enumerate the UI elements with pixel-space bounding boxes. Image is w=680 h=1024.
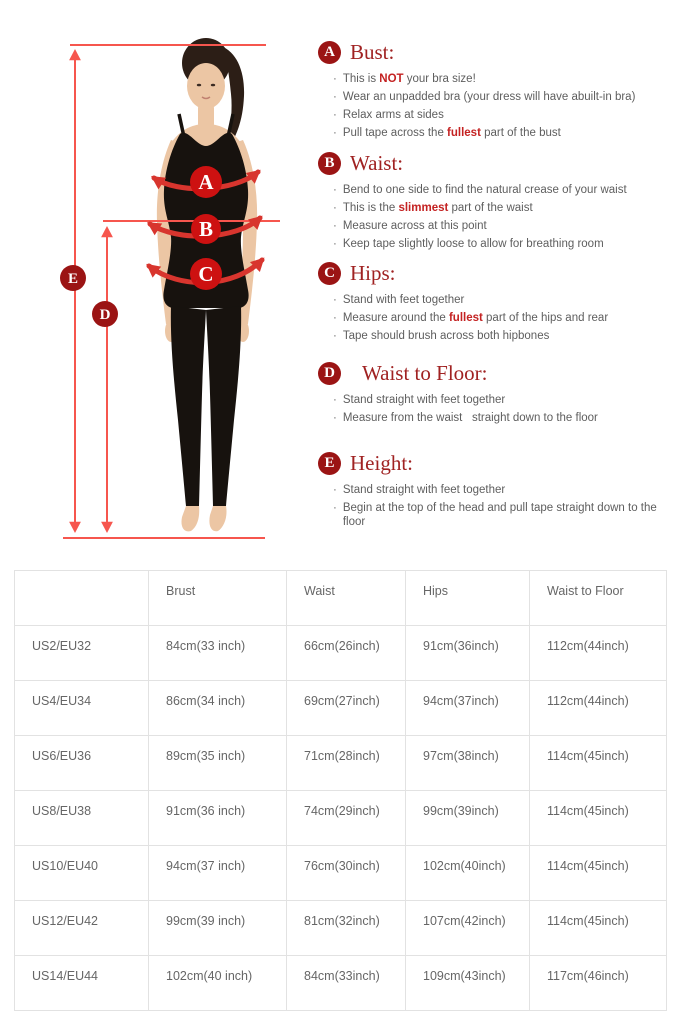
column-header-waist-to-floor: Waist to Floor [530, 571, 667, 626]
section-bullets [333, 483, 668, 529]
right-eye [211, 84, 215, 87]
column-header-waist: Waist [287, 571, 406, 626]
bullet-item [333, 311, 668, 325]
measurement-cell: 74cm(29inch) [287, 791, 406, 846]
bullet-dot: · [333, 73, 337, 85]
bullet-dot: · [333, 412, 337, 424]
section-bullets [333, 183, 668, 251]
measurement-cell: 76cm(30inch) [287, 846, 406, 901]
size-label-cell: US4/EU34 [15, 681, 149, 736]
waist-marker-label: B [198, 217, 214, 241]
measurement-section-c [318, 261, 668, 347]
bullet-text [343, 293, 464, 307]
waist-to-floor-badge-label: D [99, 307, 111, 323]
size-table-body [15, 626, 667, 1011]
bullet-dot: · [333, 91, 337, 103]
bullet-text [343, 108, 444, 122]
measurement-cell: 114cm(45inch) [530, 901, 667, 956]
measurement-cell: 94cm(37 inch) [149, 846, 287, 901]
bullet-text [343, 329, 550, 343]
text-run: This is the [342, 202, 399, 214]
bullet-item [333, 293, 668, 307]
measurement-cell: 89cm(35 inch) [149, 736, 287, 791]
text-run: Tape should brush across both hipbones [342, 330, 550, 342]
measurement-cell: 91cm(36 inch) [149, 791, 287, 846]
table-row [15, 956, 667, 1011]
bullet-text [343, 393, 505, 407]
bullet-item [333, 411, 668, 425]
bullet-item [333, 393, 668, 407]
measurement-cell: 114cm(45inch) [530, 736, 667, 791]
bullet-dot: · [333, 330, 337, 342]
measurement-section-e [318, 451, 668, 533]
emphasis-text: fullest [448, 312, 483, 324]
text-run: Measure from the waist straight down to the floor [342, 412, 598, 424]
text-run: Stand straight with feet together [342, 484, 506, 496]
bullet-item [333, 201, 668, 215]
bullet-text [343, 183, 627, 197]
table-row [15, 846, 667, 901]
section-heading [318, 40, 668, 65]
table-row [15, 626, 667, 681]
table-row [15, 791, 667, 846]
measurement-cell: 109cm(43inch) [406, 956, 530, 1011]
table-row [15, 736, 667, 791]
letter-badge: D [318, 362, 341, 385]
text-run: Wear an unpadded bra (your dress will have abuilt-in bra) [342, 91, 636, 103]
bullet-text [343, 237, 604, 251]
bullet-dot: · [333, 502, 337, 514]
emphasis-text: fullest [447, 127, 481, 139]
text-run: This is [342, 73, 380, 85]
measurement-cell: 84cm(33 inch) [149, 626, 287, 681]
measurement-cell: 69cm(27inch) [287, 681, 406, 736]
measurement-cell: 107cm(42inch) [406, 901, 530, 956]
letter-badge: B [318, 152, 341, 175]
bullet-dot: · [333, 220, 337, 232]
bullet-text [343, 201, 533, 215]
measurement-cell: 84cm(33inch) [287, 956, 406, 1011]
section-title: Waist: [350, 151, 404, 175]
size-label-cell: US8/EU38 [15, 791, 149, 846]
measurement-cell: 66cm(26inch) [287, 626, 406, 681]
section-heading [318, 261, 668, 286]
letter-badge: E [318, 452, 341, 475]
bullet-item [333, 108, 668, 122]
bullet-item [333, 72, 668, 86]
left-legging [171, 306, 206, 506]
size-label-cell: US2/EU32 [15, 626, 149, 681]
left-eye [197, 84, 201, 87]
size-label-cell: US12/EU42 [15, 901, 149, 956]
bullet-dot: · [333, 312, 337, 324]
bullet-text [343, 483, 505, 497]
text-run: Stand with feet together [342, 294, 465, 306]
bullet-item [333, 219, 668, 233]
bullet-text [343, 311, 608, 325]
measurement-section-b [318, 151, 668, 255]
size-table-header [15, 571, 667, 626]
bullet-dot: · [333, 484, 337, 496]
bullet-item [333, 329, 668, 343]
bullet-item [333, 183, 668, 197]
measurement-cell: 112cm(44inch) [530, 626, 667, 681]
right-legging [206, 306, 241, 506]
section-title: Height: [350, 451, 413, 475]
text-run: Measure around the [342, 312, 449, 324]
measurement-cell: 94cm(37inch) [406, 681, 530, 736]
header-row [15, 571, 667, 626]
text-run: Begin at the top of the head and pull tape straight down to the floor [342, 502, 660, 528]
emphasis-text: NOT [379, 73, 404, 85]
measurement-cell: 102cm(40inch) [406, 846, 530, 901]
bullet-dot: · [333, 109, 337, 121]
bullet-item [333, 90, 668, 104]
measurement-cell: 117cm(46inch) [530, 956, 667, 1011]
measurement-cell: 86cm(34 inch) [149, 681, 287, 736]
section-bullets [333, 72, 668, 140]
text-run: your bra size! [403, 73, 476, 85]
section-title: Hips: [350, 261, 396, 285]
bullet-dot: · [333, 238, 337, 250]
measurement-cell: 114cm(45inch) [530, 791, 667, 846]
bullet-dot: · [333, 294, 337, 306]
bullet-dot: · [333, 394, 337, 406]
text-run: part of the bust [480, 127, 561, 139]
section-bullets [333, 393, 668, 425]
bullet-dot: · [333, 184, 337, 196]
height-badge-label: E [67, 271, 79, 287]
section-title: Bust: [350, 40, 395, 64]
emphasis-text: slimmest [398, 202, 449, 214]
measurement-cell: 112cm(44inch) [530, 681, 667, 736]
measurement-section-d [318, 361, 668, 429]
bullet-text [343, 411, 598, 425]
text-run: part of the waist [448, 202, 533, 214]
table-row [15, 681, 667, 736]
letter-badge: C [318, 262, 341, 285]
text-run: Keep tape slightly loose to allow for breathing room [342, 238, 604, 250]
bust-marker-label: A [198, 170, 214, 194]
text-run: Relax arms at sides [342, 109, 444, 121]
section-heading [318, 361, 668, 386]
size-label-cell: US14/EU44 [15, 956, 149, 1011]
section-bullets [333, 293, 668, 343]
bullet-text [343, 90, 636, 104]
bullet-item [333, 126, 668, 140]
bullet-dot: · [333, 202, 337, 214]
bullet-dot: · [333, 127, 337, 139]
bullet-item [333, 237, 668, 251]
size-table [14, 570, 667, 1011]
column-header-hips: Hips [406, 571, 530, 626]
column-header-brust: Brust [149, 571, 287, 626]
measurement-cell: 99cm(39 inch) [149, 901, 287, 956]
measurement-cell: 99cm(39inch) [406, 791, 530, 846]
bullet-item [333, 501, 668, 529]
measurement-figure [0, 0, 320, 570]
size-label-cell: US10/EU40 [15, 846, 149, 901]
size-label-cell: US6/EU36 [15, 736, 149, 791]
measurement-cell: 102cm(40 inch) [149, 956, 287, 1011]
text-run: Measure across at this point [342, 220, 487, 232]
text-run: Stand straight with feet together [342, 394, 506, 406]
face [187, 63, 225, 109]
measurement-cell: 81cm(32inch) [287, 901, 406, 956]
hips-marker-label: C [198, 262, 214, 286]
text-run: Pull tape across the [342, 127, 448, 139]
bullet-item [333, 483, 668, 497]
table-row [15, 901, 667, 956]
text-run: Bend to one side to find the natural crease of your waist [342, 184, 627, 196]
section-title: Waist to Floor: [362, 361, 488, 385]
letter-badge: A [318, 41, 341, 64]
right-foot [209, 506, 226, 531]
left-foot [181, 506, 199, 531]
measurement-cell: 114cm(45inch) [530, 846, 667, 901]
section-heading [318, 451, 668, 476]
measurement-section-a [318, 40, 668, 144]
bullet-text [343, 219, 487, 233]
text-run: part of the hips and rear [482, 312, 609, 324]
bullet-text [343, 501, 668, 529]
measurement-cell: 71cm(28inch) [287, 736, 406, 791]
size-column-header [15, 571, 149, 626]
bullet-text [343, 126, 561, 140]
bullet-text [343, 72, 476, 86]
measurement-cell: 91cm(36inch) [406, 626, 530, 681]
measurement-cell: 97cm(38inch) [406, 736, 530, 791]
section-heading [318, 151, 668, 176]
